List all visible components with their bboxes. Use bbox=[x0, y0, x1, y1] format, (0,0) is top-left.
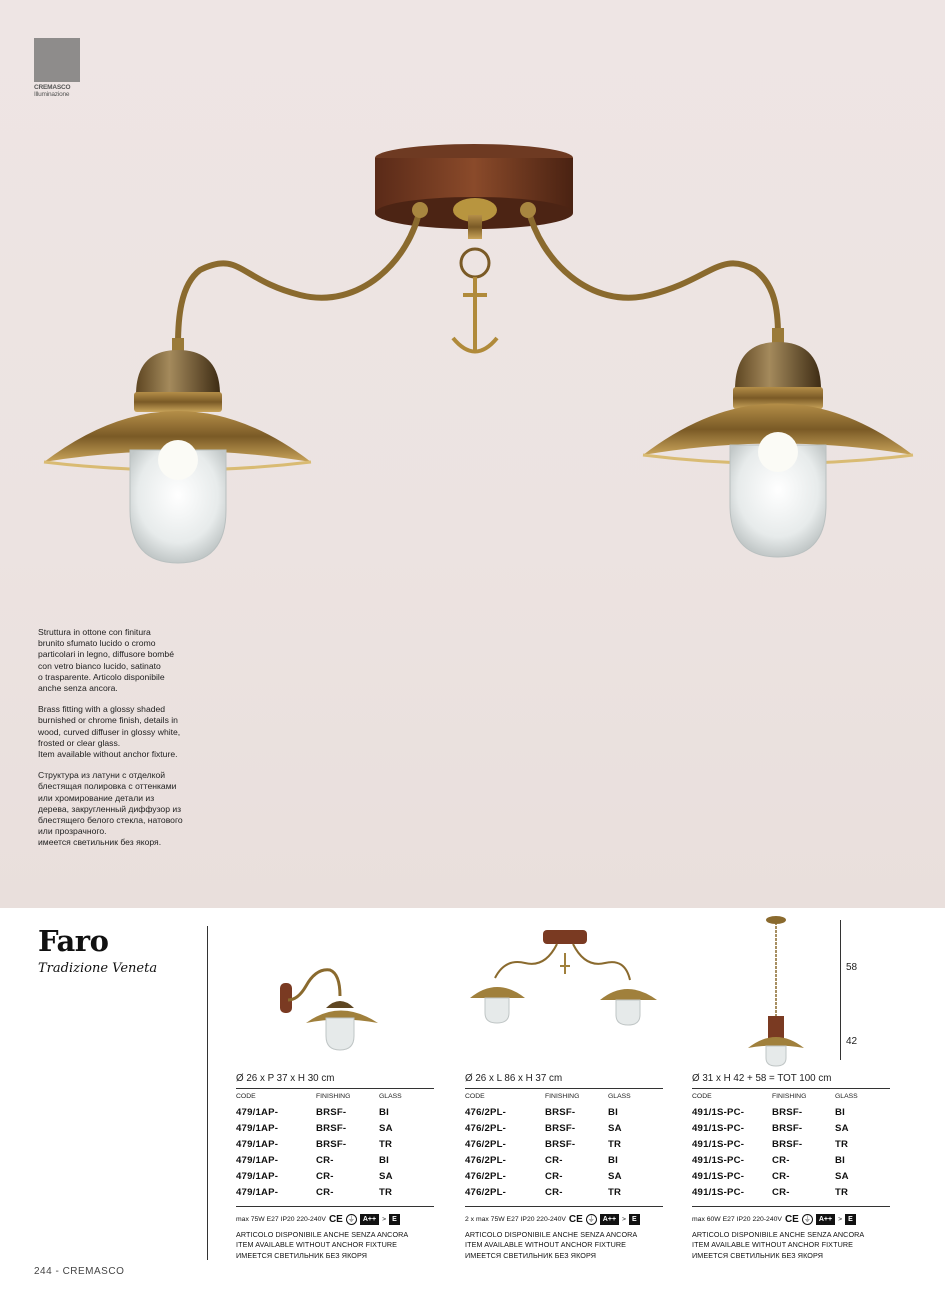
arrow-icon: > bbox=[838, 1216, 843, 1223]
table-row: 479/1AP- CR- SA bbox=[236, 1170, 393, 1182]
availability-note bbox=[692, 1230, 864, 1261]
table-row: 491/1S-PC- BRSF- TR bbox=[692, 1138, 849, 1150]
spec-line bbox=[692, 1214, 856, 1225]
pendant-chain-height: 58 bbox=[846, 962, 858, 973]
rule-top bbox=[236, 1088, 434, 1089]
rule-bottom bbox=[465, 1206, 663, 1207]
pendant-body-height: 42 bbox=[846, 1036, 858, 1047]
brand-sub: Illuminazione bbox=[34, 91, 70, 98]
spec-text: max 60W E27 IP20 220-240V bbox=[692, 1216, 782, 1223]
energy-class-to: E bbox=[389, 1214, 400, 1225]
table-row: 476/2PL- CR- BI bbox=[465, 1154, 618, 1166]
energy-class-to: E bbox=[845, 1214, 856, 1225]
table-row: 491/1S-PC- CR- TR bbox=[692, 1186, 849, 1198]
table-row: 479/1AP- BRSF- SA bbox=[236, 1122, 393, 1134]
note-italian: ARTICOLO DISPONIBILE ANCHE SENZA ANCORA bbox=[236, 1230, 409, 1239]
page-footer: 244 - CREMASCO bbox=[34, 1266, 125, 1277]
code-table bbox=[236, 1093, 402, 1200]
rule-bottom bbox=[236, 1206, 434, 1207]
description-italian: Struttura in ottone con finitura brunito sfumato lucido o cromo particolari in legno, diffusore bombé con vetro bianco lucido, satinato o trasparente. Articolo disponibile anche senza ancora. bbox=[38, 627, 174, 694]
header-finishing: FINISHING bbox=[772, 1093, 807, 1100]
earth-icon: ⏚ bbox=[803, 1216, 811, 1223]
dimensions: Ø 26 x L 86 x H 37 cm bbox=[465, 1073, 563, 1084]
table-row: 476/2PL- BRSF- BI bbox=[465, 1106, 618, 1118]
divider bbox=[207, 926, 208, 1260]
earth-icon: ⏚ bbox=[587, 1216, 595, 1223]
collection-subtitle: Tradizione Veneta bbox=[38, 961, 158, 976]
table-row: 476/2PL- BRSF- TR bbox=[465, 1138, 622, 1150]
table-row: 491/1S-PC- CR- BI bbox=[692, 1154, 845, 1166]
energy-class-to: E bbox=[629, 1214, 640, 1225]
product-description bbox=[38, 627, 218, 859]
header-code: CODE bbox=[465, 1093, 485, 1100]
dimensions: Ø 31 x H 42 + 58 = TOT 100 cm bbox=[692, 1073, 832, 1084]
table-row: 479/1AP- CR- TR bbox=[236, 1186, 393, 1198]
description-english: Brass fitting with a glossy shaded burnished or chrome finish, details in wood, curved diffuser in glossy white, frosted or clear glass. Item available without anchor fixture. bbox=[38, 704, 181, 760]
note-english: ITEM AVAILABLE WITHOUT ANCHOR FIXTURE bbox=[465, 1240, 627, 1250]
note-english: ITEM AVAILABLE WITHOUT ANCHOR FIXTURE bbox=[236, 1240, 398, 1250]
note-russian: ИМЕЕТСЯ СВЕТИЛЬНИК БЕЗ ЯКОРЯ bbox=[236, 1250, 368, 1260]
header-code: CODE bbox=[692, 1093, 712, 1100]
ceiling-lamp-thumbnail bbox=[465, 908, 665, 1068]
code-table bbox=[692, 1093, 858, 1200]
code-table bbox=[465, 1093, 631, 1200]
ce-mark: CE bbox=[568, 1214, 583, 1225]
table-row: 476/2PL- CR- TR bbox=[465, 1186, 622, 1198]
ceiling-lamp-illustration bbox=[0, 0, 945, 600]
table-row: 476/2PL- CR- SA bbox=[465, 1170, 622, 1182]
arrow-icon: > bbox=[382, 1216, 387, 1223]
collection-title: Faro bbox=[38, 924, 109, 958]
energy-class: A++ bbox=[816, 1214, 835, 1225]
dimensions: Ø 26 x P 37 x H 30 cm bbox=[236, 1073, 335, 1084]
table-row: 479/1AP- BRSF- TR bbox=[236, 1138, 393, 1150]
spec-line bbox=[236, 1214, 400, 1225]
spec-line bbox=[465, 1214, 640, 1225]
energy-class: A++ bbox=[600, 1214, 619, 1225]
table-row: 491/1S-PC- BRSF- SA bbox=[692, 1122, 849, 1134]
pendant-lamp-thumbnail bbox=[692, 908, 832, 1068]
availability-note bbox=[465, 1230, 637, 1261]
arrow-icon: > bbox=[622, 1216, 627, 1223]
note-russian: ИМЕЕТСЯ СВЕТИЛЬНИК БЕЗ ЯКОРЯ bbox=[465, 1250, 597, 1260]
spec-text: 2 x max 75W E27 IP20 220-240V bbox=[465, 1216, 566, 1223]
ce-mark: CE bbox=[784, 1214, 799, 1225]
height-dimension-line bbox=[840, 920, 841, 1060]
header-glass: GLASS bbox=[379, 1093, 402, 1100]
rule-top bbox=[465, 1088, 663, 1089]
table-row: 479/1AP- CR- BI bbox=[236, 1154, 389, 1166]
header-finishing: FINISHING bbox=[545, 1093, 580, 1100]
wall-lamp-thumbnail bbox=[236, 908, 436, 1068]
rule-top bbox=[692, 1088, 890, 1089]
table-row: 491/1S-PC- BRSF- BI bbox=[692, 1106, 845, 1118]
table-row: 476/2PL- BRSF- SA bbox=[465, 1122, 622, 1134]
availability-note bbox=[236, 1230, 408, 1261]
spec-text: max 75W E27 IP20 220-240V bbox=[236, 1216, 326, 1223]
note-russian: ИМЕЕТСЯ СВЕТИЛЬНИК БЕЗ ЯКОРЯ bbox=[692, 1250, 824, 1260]
table-row: 491/1S-PC- CR- SA bbox=[692, 1170, 849, 1182]
header-finishing: FINISHING bbox=[316, 1093, 351, 1100]
description-russian: Структура из латуни с отделкой блестящая полировка с оттенками или хромирование детали из дерева, закругленный диффузор из блестящего белого стекла, натового или прозрачного. имеется светильник без якоря. bbox=[38, 770, 183, 848]
energy-class: A++ bbox=[360, 1214, 379, 1225]
note-english: ITEM AVAILABLE WITHOUT ANCHOR FIXTURE bbox=[692, 1240, 854, 1250]
earth-icon: ⏚ bbox=[347, 1216, 355, 1223]
header-code: CODE bbox=[236, 1093, 256, 1100]
table-row: 479/1AP- BRSF- BI bbox=[236, 1106, 389, 1118]
rule-bottom bbox=[692, 1206, 890, 1207]
note-italian: ARTICOLO DISPONIBILE ANCHE SENZA ANCORA bbox=[465, 1230, 638, 1239]
note-italian: ARTICOLO DISPONIBILE ANCHE SENZA ANCORA bbox=[692, 1230, 865, 1239]
header-glass: GLASS bbox=[608, 1093, 631, 1100]
ce-mark: CE bbox=[328, 1214, 343, 1225]
header-glass: GLASS bbox=[835, 1093, 858, 1100]
brand-name: CREMASCO bbox=[34, 84, 71, 91]
